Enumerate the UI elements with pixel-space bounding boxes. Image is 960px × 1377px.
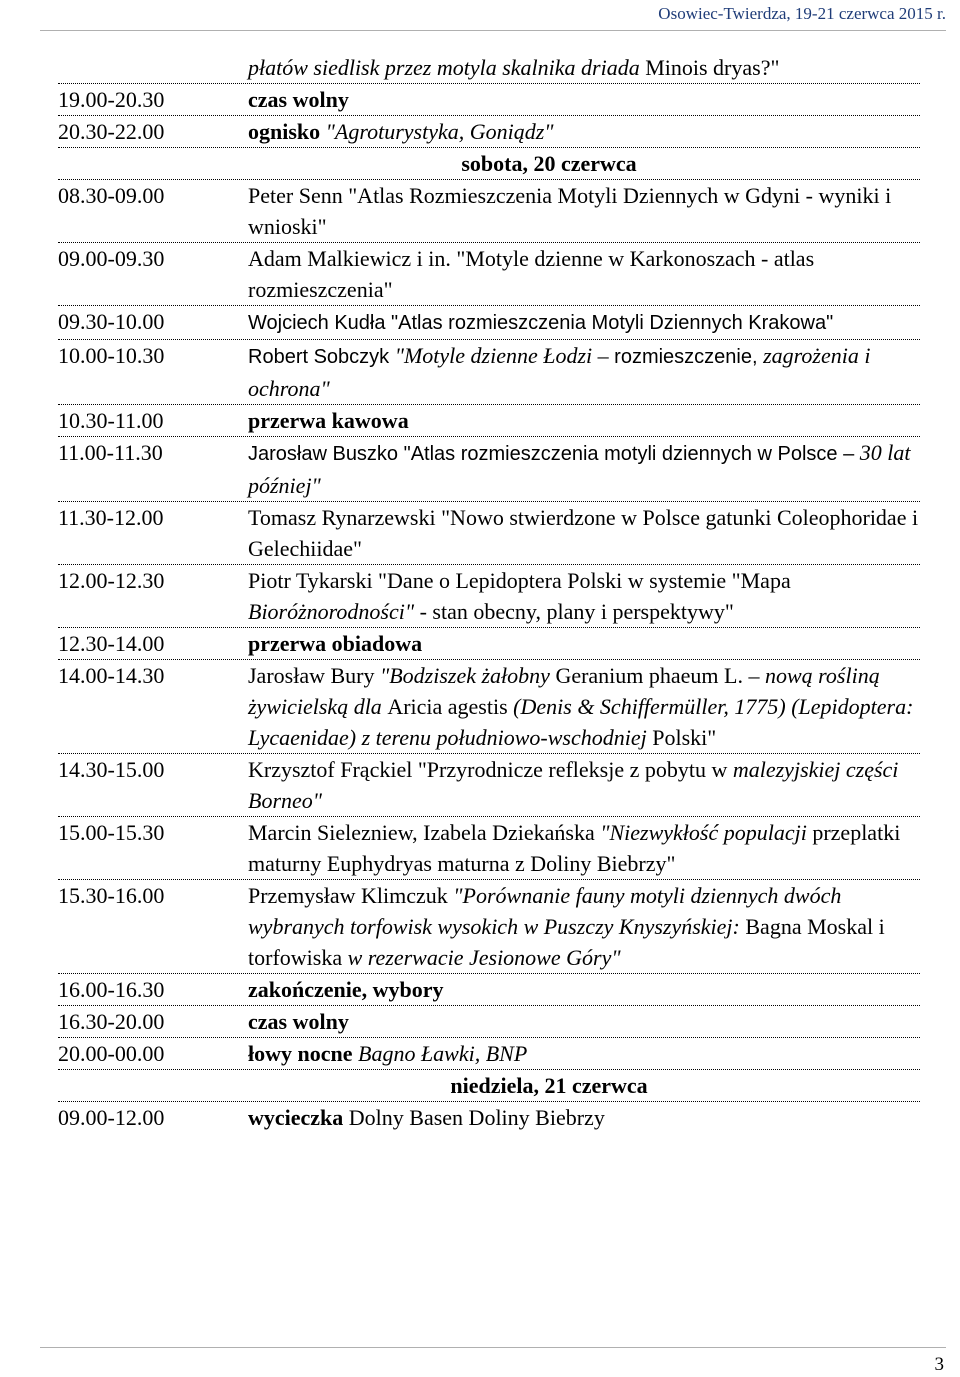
schedule-row — [58, 243, 920, 306]
text-run: Dolny Basen Doliny Biebrzy — [348, 1105, 605, 1130]
page-header: Osowiec-Twierdza, 19-21 czerwca 2015 r. — [658, 4, 946, 23]
session-description — [248, 306, 920, 339]
text-run: 30 lat później" — [248, 440, 911, 498]
schedule-row — [58, 565, 920, 628]
schedule-row — [58, 660, 920, 754]
text-run: Geranium phaeum L. — [555, 663, 749, 688]
time-slot: 12.00-12.30 — [58, 568, 165, 593]
session-description — [248, 1102, 920, 1133]
session-description — [248, 628, 920, 659]
schedule-row — [58, 84, 920, 116]
session-description — [248, 1006, 920, 1037]
schedule-row — [58, 1006, 920, 1038]
text-run: Bagno Ławki, BNP — [358, 1041, 528, 1066]
schedule-row — [58, 1102, 920, 1133]
text-run: Aricia agestis — [387, 694, 514, 719]
text-run: "Bodziszek żałobny — [379, 663, 556, 688]
text-run: rozmieszczenie, — [614, 346, 764, 368]
text-run: - stan obecny, plany i perspektywy" — [414, 599, 734, 624]
session-description — [248, 1038, 920, 1069]
time-slot: 10.00-10.30 — [58, 343, 165, 368]
session-description — [248, 817, 920, 879]
text-run: Robert Sobczyk — [248, 346, 395, 368]
session-description — [248, 243, 920, 305]
text-run: "Niezwykłość populacji — [600, 820, 813, 845]
schedule-row — [58, 880, 920, 974]
schedule-table — [58, 52, 920, 1133]
header-rule — [40, 30, 946, 31]
time-slot: 19.00-20.30 — [58, 87, 165, 112]
schedule-row — [58, 437, 920, 502]
text-run: "Porównanie fauny motyli dziennych dwóch wybranych torfowisk wysokich w Puszczy Knyszyńskiej: — [248, 883, 842, 939]
schedule-row — [58, 306, 920, 340]
day-heading: niedziela, 21 czerwca — [58, 1070, 920, 1102]
schedule-row — [58, 754, 920, 817]
text-run: Marcin Sielezniew, Izabela Dziekańska — [248, 820, 601, 845]
text-run: – nową rośliną żywicielską dla — [248, 663, 880, 719]
session-description — [248, 52, 920, 83]
schedule-row — [58, 628, 920, 660]
text-run: łowy nocne — [248, 1041, 358, 1066]
time-slot: 08.30-09.00 — [58, 183, 165, 208]
schedule-row — [58, 116, 920, 148]
session-description — [248, 84, 920, 115]
text-run: zagrożenia i ochrona" — [248, 343, 871, 401]
session-description — [248, 754, 920, 816]
session-description — [248, 660, 920, 753]
time-slot: 15.30-16.00 — [58, 883, 165, 908]
time-slot: 11.30-12.00 — [58, 505, 164, 530]
session-description — [248, 340, 920, 404]
time-slot: 12.30-14.00 — [58, 631, 165, 656]
text-run: płatów siedlisk przez motyla skalnika driada — [248, 55, 646, 80]
time-slot: 10.30-11.00 — [58, 408, 164, 433]
schedule-row — [58, 1038, 920, 1070]
text-run: Adam Malkiewicz i in. "Motyle dzienne w Karkonoszach - atlas rozmieszczenia" — [248, 246, 815, 302]
text-run: przerwa kawowa — [248, 408, 409, 433]
text-run: Jarosław Bury — [248, 663, 380, 688]
text-run: ognisko — [248, 119, 326, 144]
session-description — [248, 437, 920, 501]
text-run: Bioróżnorodności" — [248, 599, 415, 624]
text-run: przerwa obiadowa — [248, 631, 423, 656]
schedule-row — [58, 405, 920, 437]
time-slot: 14.00-14.30 — [58, 663, 165, 688]
text-run: "Motyle dzienne Łodzi – — [394, 343, 615, 368]
schedule-row — [58, 52, 920, 84]
schedule-row — [58, 817, 920, 880]
text-run: Piotr Tykarski "Dane o Lepidoptera Polski w systemie "Mapa — [248, 568, 791, 593]
session-description — [248, 565, 920, 627]
text-run: malezyjskiej części Borneo" — [248, 757, 899, 813]
text-run: przeplatki maturny Euphydryas maturna z Doliny Biebrzy" — [248, 820, 901, 876]
text-run: Tomasz Rynarzewski "Nowo stwierdzone w Polsce gatunki Coleophoridae i Gelechiidae" — [248, 505, 919, 561]
text-run: Minois dryas?" — [645, 55, 780, 80]
text-run: "Agroturystyka, Goniądz" — [325, 119, 554, 144]
text-run: Jarosław Buszko "Atlas rozmieszczenia motyli dziennych w Polsce – — [248, 443, 860, 465]
session-description — [248, 880, 920, 973]
text-run: zakończenie, wybory — [248, 977, 444, 1002]
time-slot: 16.30-20.00 — [58, 1009, 165, 1034]
page-number: 3 — [934, 1354, 944, 1375]
time-slot: 20.30-22.00 — [58, 119, 165, 144]
text-run: Polski" — [652, 725, 717, 750]
text-run: Krzysztof Frąckiel "Przyrodnicze refleksje z pobytu w — [248, 757, 733, 782]
time-slot: 20.00-00.00 — [58, 1041, 165, 1066]
time-slot: 11.00-11.30 — [58, 440, 163, 465]
time-slot: 09.00-12.00 — [58, 1105, 165, 1130]
time-slot: 16.00-16.30 — [58, 977, 165, 1002]
text-run: Bagna Moskal i torfowiska — [248, 914, 885, 970]
time-slot: 09.30-10.00 — [58, 309, 165, 334]
text-run: Wojciech Kudła "Atlas rozmieszczenia Motyli Dziennych Krakowa" — [248, 312, 834, 334]
footer-rule — [40, 1347, 946, 1348]
text-run: w rezerwacie Jesionowe Góry" — [347, 945, 621, 970]
text-run: (Denis & Schiffermüller, 1775) (Lepidoptera: Lycaenidae) z terenu południowo-wschodniej — [248, 694, 914, 750]
text-run: wycieczka — [248, 1105, 349, 1130]
time-slot: 15.00-15.30 — [58, 820, 165, 845]
text-run: czas wolny — [248, 87, 349, 112]
schedule-row — [58, 340, 920, 405]
time-slot: 09.00-09.30 — [58, 246, 165, 271]
text-run: czas wolny — [248, 1009, 349, 1034]
session-description — [248, 974, 920, 1005]
session-description — [248, 180, 920, 242]
time-slot: 14.30-15.00 — [58, 757, 165, 782]
schedule-row — [58, 502, 920, 565]
day-heading: sobota, 20 czerwca — [58, 148, 920, 180]
text-run: Przemysław Klimczuk — [248, 883, 454, 908]
schedule-row — [58, 180, 920, 243]
session-description — [248, 405, 920, 436]
schedule-row — [58, 974, 920, 1006]
session-description — [248, 116, 920, 147]
text-run: Peter Senn "Atlas Rozmieszczenia Motyli Dziennych w Gdyni - wyniki i wnioski" — [248, 183, 892, 239]
session-description — [248, 502, 920, 564]
